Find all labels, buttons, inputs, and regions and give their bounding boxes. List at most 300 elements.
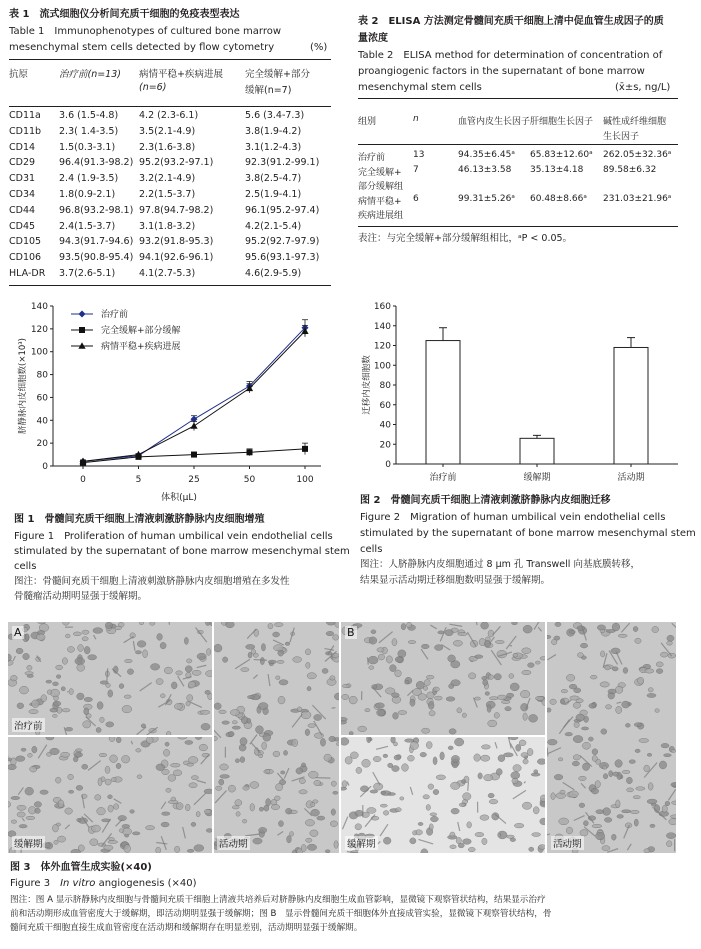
cell: [243, 786, 250, 790]
cell: [95, 795, 101, 801]
x-tick-label: 缓解期: [523, 473, 551, 483]
micrograph-b-active: [547, 622, 676, 853]
cell: [314, 780, 321, 786]
cell: [16, 648, 23, 654]
cell: [377, 648, 384, 652]
cell: [450, 782, 459, 790]
cell: [462, 839, 471, 845]
cell: [522, 802, 531, 809]
cell: [395, 670, 402, 677]
table1-row: [9, 142, 331, 158]
figure1-caption-en-2: stimulated by the supernatant of bone marrow mesenchymal stem: [14, 546, 350, 557]
cell: [21, 748, 26, 751]
table1-row: [9, 252, 331, 268]
cell: [61, 687, 65, 691]
cell: [423, 795, 430, 799]
cell: [367, 737, 371, 743]
table-cell: 3.1(1.8-3.2): [139, 220, 196, 232]
cell: [496, 769, 502, 776]
cell: [68, 790, 73, 793]
figure2-caption-cn: 图 2 骨髓间充质干细胞上清液刺激脐静脉内皮细胞迁移: [360, 495, 611, 506]
table-cell: CD105: [9, 236, 42, 248]
cell: [219, 779, 224, 785]
cell: [448, 746, 453, 750]
cell: [671, 749, 676, 752]
cell: [429, 711, 435, 716]
cell: [573, 755, 580, 760]
cell: [407, 755, 414, 761]
cell: [540, 818, 545, 825]
cell: [82, 637, 88, 641]
cell: [342, 684, 349, 688]
cell: [457, 708, 462, 713]
table-cell: 92.3(91.2-99.1): [245, 157, 320, 169]
cell: [660, 652, 668, 657]
y-tick-label: 0: [385, 460, 391, 470]
table2-unit: (x̄±s, ng/L): [615, 82, 671, 93]
cell: [445, 629, 453, 635]
table2-row: [358, 179, 678, 194]
table-cell: CD45: [9, 220, 36, 232]
cell: [488, 630, 494, 637]
cell: [32, 700, 40, 708]
cell: [277, 660, 284, 663]
cell: [287, 836, 292, 843]
cell: [191, 776, 198, 780]
cell: [52, 824, 58, 832]
cell: [577, 626, 585, 631]
cell: [360, 786, 368, 792]
x-tick-label: 0: [80, 475, 86, 485]
cell: [27, 665, 32, 670]
cell: [523, 625, 532, 633]
cell: [268, 660, 276, 664]
cell: [97, 807, 106, 815]
cell: [273, 645, 283, 651]
cell: [560, 699, 564, 704]
cell: [659, 761, 666, 769]
cell: [163, 749, 169, 756]
cell: [187, 763, 194, 766]
cell: [156, 847, 161, 853]
cell: [84, 708, 89, 715]
cell: [274, 796, 280, 801]
cell: [165, 742, 169, 746]
cell: [664, 754, 672, 757]
cell: [383, 811, 389, 816]
cell: [489, 799, 498, 804]
cell: [184, 637, 188, 644]
cell: [450, 845, 457, 849]
cell: [185, 804, 190, 811]
cell: [440, 752, 445, 760]
figure2-chart: [360, 296, 690, 488]
square-marker: [79, 327, 85, 333]
table-cell: 35.13±4.18: [530, 164, 584, 175]
cell: [395, 657, 402, 663]
cell: [371, 630, 376, 634]
cell: [385, 688, 395, 694]
cell: [386, 656, 392, 663]
cell: [230, 710, 239, 716]
cell: [204, 809, 211, 814]
cell: [603, 774, 608, 779]
table-cell: 2.3( 1.4-3.5): [59, 125, 119, 137]
cell: [329, 736, 336, 742]
cell: [8, 654, 11, 661]
cell: [247, 695, 254, 698]
cell: [665, 801, 670, 806]
cell: [529, 847, 534, 851]
cell: [205, 690, 210, 694]
cell: [497, 695, 506, 700]
cell: [509, 737, 518, 740]
table1-header: [9, 66, 331, 102]
cell: [481, 622, 489, 629]
cell: [551, 793, 556, 800]
cell: [426, 675, 434, 679]
cell: [349, 696, 357, 704]
table-cell: 2.5(1.9-4.1): [245, 188, 302, 200]
table-cell: 2.4 (1.9-3.5): [59, 173, 119, 185]
cell: [656, 669, 663, 674]
cell: [29, 709, 38, 713]
cell: [636, 787, 645, 791]
cell: [475, 697, 481, 700]
bar: [426, 341, 460, 464]
cell: [143, 650, 148, 658]
cell: [186, 701, 190, 706]
cell: [307, 844, 316, 850]
cell: [522, 670, 531, 675]
table1-title-en-2: mesenchymal stem cells detected by flow cytometry: [9, 42, 275, 53]
cell: [191, 822, 196, 826]
table-cell: 6: [413, 193, 419, 204]
cell: [289, 832, 293, 837]
cell: [667, 641, 673, 645]
tube-structure: [254, 660, 267, 661]
cell: [17, 703, 24, 709]
table2-body: [358, 150, 678, 223]
cell: [264, 805, 269, 811]
cell: [130, 810, 135, 814]
cell: [625, 723, 630, 727]
cell: [292, 739, 298, 747]
cell: [540, 657, 545, 660]
cell: [189, 783, 197, 788]
cell: [394, 742, 398, 746]
cell: [383, 754, 388, 757]
cell: [262, 742, 267, 750]
cell: [232, 721, 237, 724]
cell: [171, 682, 177, 689]
cell: [305, 649, 310, 655]
cell: [583, 821, 588, 826]
table2-header-bfgf-2: 生长因子: [603, 132, 640, 142]
cell: [50, 708, 58, 712]
table-cell: 1.8(0.9-2.1): [59, 188, 116, 200]
cell: [547, 635, 551, 638]
table1-row: [9, 126, 331, 142]
cell: [139, 622, 143, 625]
cell: [19, 686, 28, 694]
cell: [667, 635, 674, 641]
legend-label: 完全缓解+部分缓解: [101, 326, 181, 336]
panel-a-label: A: [14, 626, 22, 639]
cell: [146, 737, 153, 744]
cell: [137, 641, 146, 648]
cell: [23, 653, 30, 659]
cell: [582, 742, 590, 749]
cell: [533, 807, 539, 814]
table-cell: 4.1(2.7-5.3): [139, 267, 196, 279]
cell: [488, 720, 497, 727]
cell: [370, 790, 378, 793]
cell: [410, 699, 415, 706]
cell: [225, 622, 234, 628]
cell: [54, 840, 58, 844]
figure1-chart: [9, 296, 339, 508]
y-tick-label: 40: [379, 420, 391, 431]
cell: [373, 783, 382, 790]
y-tick-label: 60: [379, 400, 391, 411]
cell: [600, 651, 604, 657]
figure1-caption-en-3: cells: [14, 561, 37, 572]
cell: [46, 737, 54, 740]
cell: [613, 772, 619, 776]
cell: [421, 644, 429, 649]
cell: [250, 782, 259, 789]
legend-label: 治疗前: [101, 310, 129, 320]
cell: [375, 703, 384, 708]
cell: [482, 838, 487, 845]
cell: [176, 671, 183, 675]
cell: [592, 755, 597, 761]
cell: [28, 753, 33, 757]
cell: [65, 727, 73, 731]
table2-title-cn-1: 表 2 ELISA 方法测定骨髓间充质干细胞上清中促血管生成因子的质: [358, 16, 664, 27]
cell: [228, 731, 234, 736]
table-cell: CD11a: [9, 110, 41, 121]
cell: [532, 833, 541, 837]
cell: [342, 694, 349, 699]
cell: [331, 809, 335, 816]
table1-title-en-1: Table 1 Immunophenotypes of cultured bone marrow: [9, 26, 282, 37]
cell: [185, 740, 193, 744]
table-cell: 3.2(2.1-4.9): [139, 173, 196, 185]
table-cell: 3.8(1.9-4.2): [245, 125, 302, 137]
cell: [263, 734, 271, 742]
cell: [136, 749, 141, 753]
y-tick-label: 140: [30, 302, 48, 312]
cell: [430, 813, 437, 816]
cell: [512, 622, 518, 625]
cell: [105, 622, 112, 629]
x-tick-label: 活动期: [617, 473, 645, 483]
cell: [192, 670, 201, 675]
cell: [468, 673, 475, 679]
cell: [424, 680, 430, 686]
cell: [76, 749, 83, 752]
figure2-caption-en-3: cells: [360, 544, 383, 555]
table1-header-remission: 完全缓解+部分: [245, 69, 310, 80]
cell: [278, 696, 285, 704]
cell: [410, 838, 416, 844]
cell: [187, 849, 194, 852]
cell: [616, 800, 620, 808]
x-axis-label: 体积(μL): [161, 493, 197, 503]
cell: [605, 666, 611, 670]
cell: [228, 785, 235, 792]
cell: [342, 781, 347, 788]
label-a-remission: 缓解期: [12, 836, 45, 850]
table-cell: CD44: [9, 204, 36, 216]
table-cell: CD34: [9, 188, 36, 200]
table-cell: [413, 179, 458, 194]
table-cell: 60.48±8.66ᵃ: [530, 193, 587, 204]
cell: [8, 802, 11, 807]
cell: [661, 743, 669, 747]
y-tick-label: 20: [379, 440, 391, 451]
cell: [573, 702, 580, 708]
table-cell: [458, 208, 530, 223]
cell: [132, 832, 140, 835]
cell: [105, 779, 111, 785]
cell: [602, 846, 610, 851]
cell: [542, 699, 545, 706]
cell: [171, 797, 176, 801]
table1-bottom-rule: [9, 285, 331, 286]
tube-structure: [468, 782, 469, 791]
cell: [314, 714, 322, 720]
square-marker: [247, 449, 253, 455]
cell: [505, 707, 511, 711]
table-cell: 2.4(1.5-3.7): [59, 220, 116, 232]
cell: [617, 815, 624, 819]
cell: [483, 680, 488, 686]
cell: [572, 761, 579, 766]
figure3-note-2: 前和活动期形成血管密度大于缓解期，即活动期明显强于缓解期；图 B 显示骨髓间充质干细胞体外直接成管实验，显微镜下观察管状结构，骨: [10, 909, 552, 919]
cell: [196, 811, 200, 816]
cell: [485, 692, 489, 696]
cell: [380, 804, 387, 807]
cell: [494, 674, 501, 680]
cell: [246, 644, 255, 649]
cell: [285, 642, 290, 645]
figure3-note-3: 髓间充质干细胞直接生成血管密度在活动期和缓解期存在明显差别，活动期明显强于缓解期。: [10, 923, 363, 933]
table2-header-group: 组别: [358, 117, 377, 127]
figure3-caption-en: [10, 877, 197, 890]
table-cell: 46.13±3.58: [458, 164, 512, 175]
cell: [365, 708, 370, 711]
cell: [317, 816, 325, 820]
cell: [577, 653, 583, 658]
table-cell: 3.6 (1.5-4.8): [59, 110, 119, 121]
cell: [99, 753, 107, 757]
cell: [32, 746, 37, 753]
y-tick-label: 100: [373, 361, 391, 372]
table1-row: [9, 173, 331, 189]
cell: [509, 674, 514, 679]
y-tick-label: 40: [36, 416, 48, 427]
cell: [570, 696, 579, 700]
table-cell: CD29: [9, 157, 36, 169]
table1-body: [9, 110, 331, 284]
cell: [540, 801, 545, 807]
cell: [110, 755, 118, 763]
cell: [11, 675, 18, 681]
cell: [558, 758, 563, 761]
y-tick-label: 140: [373, 321, 391, 332]
cell: [40, 790, 48, 794]
cell: [93, 628, 103, 634]
cell: [484, 774, 493, 781]
cell: [600, 682, 609, 687]
cell: [83, 721, 91, 728]
table2-header-n: n: [413, 114, 419, 124]
label-a-before: 治疗前: [12, 718, 45, 732]
tube-structure: [367, 657, 368, 664]
cell: [84, 646, 90, 654]
cell: [436, 775, 446, 780]
cell: [392, 639, 397, 646]
bar: [614, 347, 648, 464]
cell: [63, 622, 70, 625]
cell: [61, 752, 70, 757]
cell: [310, 830, 318, 837]
cell: [392, 766, 400, 772]
table-cell: 3.1(1.2-4.3): [245, 141, 302, 153]
cell: [527, 748, 533, 755]
cell: [580, 643, 587, 648]
cell: [164, 667, 172, 674]
cell: [306, 838, 312, 842]
cell: [108, 690, 113, 698]
cell: [160, 694, 165, 698]
cell: [449, 729, 456, 735]
cell: [478, 773, 482, 779]
cell: [206, 829, 212, 833]
cell: [652, 626, 659, 632]
table-cell: 93.5(90.8-95.4): [59, 252, 134, 264]
cell: [188, 756, 198, 763]
y-tick-label: 120: [30, 324, 48, 335]
table-cell: 89.58±6.32: [603, 164, 657, 175]
table-cell: 疾病进展组: [358, 211, 404, 221]
cell: [170, 763, 180, 767]
cell: [116, 737, 121, 743]
figure2-caption-en-1: Figure 2 Migration of human umbilical vein endothelial cells: [360, 512, 666, 523]
y-axis-label: 脐静脉内皮细胞数(×10³): [18, 338, 28, 434]
cell: [119, 829, 124, 833]
micrograph-a-active: [214, 622, 339, 853]
cell: [511, 772, 520, 779]
cell: [488, 675, 493, 680]
cell: [115, 626, 122, 630]
cell: [596, 832, 605, 840]
cell: [273, 751, 280, 757]
table2-header: [358, 112, 678, 142]
cell: [35, 808, 41, 813]
cell: [119, 684, 124, 689]
table2-row: [358, 165, 678, 180]
cell: [248, 652, 252, 658]
cell: [494, 712, 499, 718]
cell: [381, 791, 386, 794]
table-cell: 93.2(91.8-95.3): [139, 236, 214, 248]
cell: [481, 755, 490, 761]
table-cell: 96.4(91.3-98.2): [59, 157, 134, 169]
